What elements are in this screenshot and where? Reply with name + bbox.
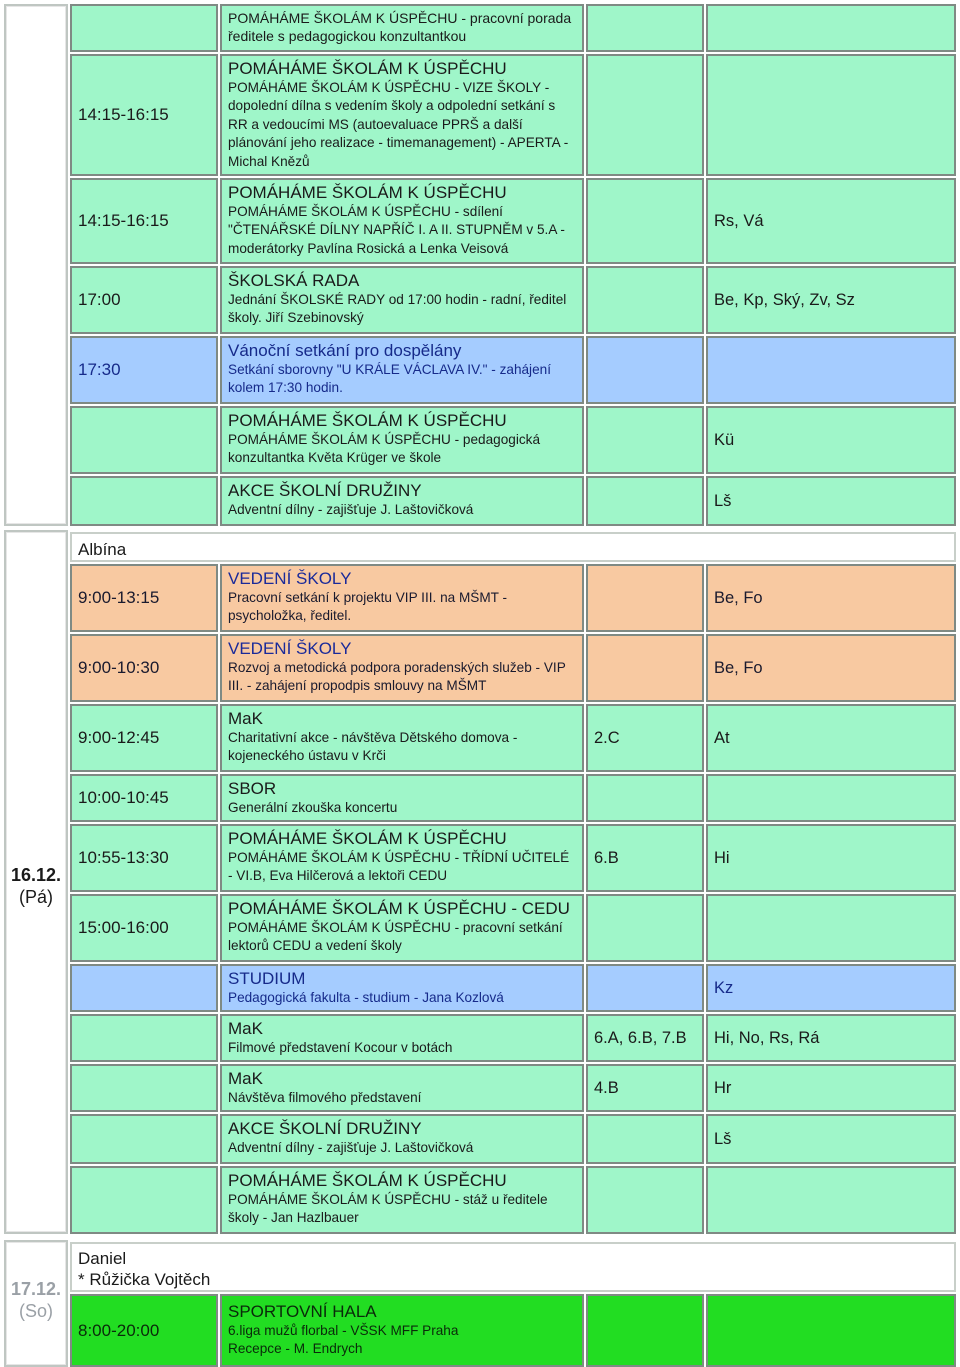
class-cell [586, 4, 704, 52]
time-cell [70, 4, 218, 52]
activity-cell [220, 824, 584, 892]
time-text: 9:00-10:30 [78, 658, 160, 677]
time-cell [70, 1064, 218, 1112]
time-text: 14:15-16:15 [78, 211, 169, 230]
time-cell [70, 774, 218, 822]
activity-cell [220, 894, 584, 962]
people-cell [706, 894, 956, 962]
activity-cell [220, 1014, 584, 1062]
activity-cell [220, 564, 584, 632]
activity-title: POMÁHÁME ŠKOLÁM K ÚSPĚCHU - CEDU [228, 899, 570, 918]
people-cell [706, 964, 956, 1012]
activity-title: POMÁHÁME ŠKOLÁM K ÚSPĚCHU [228, 411, 507, 430]
time-text: 10:00-10:45 [78, 788, 169, 807]
time-cell [70, 1014, 218, 1062]
date-cell-16 [4, 530, 68, 1234]
nameday-line: Daniel [78, 1249, 127, 1268]
time-text: 8:00-20:00 [78, 1320, 160, 1340]
activity-desc: Generální zkouška koncertu [228, 800, 398, 815]
activity-desc: Adventní dílny - zajišťuje J. Laštovičková [228, 1140, 474, 1155]
activity-title: MaK [228, 1069, 263, 1088]
activity-cell [220, 178, 584, 264]
date-cell-17 [4, 1240, 68, 1367]
activity-cell [220, 704, 584, 772]
class-cell [586, 824, 704, 892]
activity-title: POMÁHÁME ŠKOLÁM K ÚSPĚCHU [228, 1171, 507, 1190]
people-cell [706, 704, 956, 772]
time-cell [70, 336, 218, 404]
activity-desc: Charitativní akce - návštěva Dětského domova - kojeneckého ústavu v Krči [228, 730, 518, 764]
people-cell [706, 1064, 956, 1112]
activity-cell [220, 336, 584, 404]
class-cell [586, 1064, 704, 1112]
class-cell [586, 634, 704, 702]
people-cell [706, 564, 956, 632]
date-number: 17.12. [10, 1279, 62, 1299]
time-text: 15:00-16:00 [78, 918, 169, 937]
activity-cell [220, 634, 584, 702]
activity-title: MaK [228, 709, 263, 728]
date-label [6, 1278, 66, 1322]
activity-desc: Návštěva filmového představení [228, 1090, 422, 1105]
people-cell [706, 1114, 956, 1164]
people-text: Rs, Vá [714, 211, 764, 230]
activity-desc: 6.liga mužů florbal - VŠSK MFF Praha Recepce - M. Endrych [228, 1323, 459, 1357]
activity-title: Vánoční setkání pro dospělány [228, 341, 462, 360]
time-cell [70, 964, 218, 1012]
activity-cell [220, 1064, 584, 1112]
activity-title: VEDENÍ ŠKOLY [228, 569, 352, 588]
activity-desc: Adventní dílny - zajišťuje J. Laštovičková [228, 502, 474, 517]
activity-cell [220, 54, 584, 176]
time-cell [70, 824, 218, 892]
time-cell [70, 564, 218, 632]
time-cell [70, 634, 218, 702]
class-cell [586, 704, 704, 772]
activity-title: POMÁHÁME ŠKOLÁM K ÚSPĚCHU [228, 59, 507, 78]
date-cell-previous [4, 4, 68, 526]
time-text: 17:30 [78, 360, 121, 379]
day-abbrev: (So) [18, 1301, 53, 1321]
people-cell [706, 774, 956, 822]
activity-desc: POMÁHÁME ŠKOLÁM K ÚSPĚCHU - TŘÍDNÍ UČITELÉ - VI.B, Eva Hilčerová a lektoři CEDU [228, 850, 570, 884]
people-text: Be, Kp, Ský, Zv, Sz [714, 290, 855, 309]
activity-cell [220, 774, 584, 822]
people-cell [706, 54, 956, 176]
activity-cell [220, 1166, 584, 1234]
activity-cell [220, 266, 584, 334]
activity-title: AKCE ŠKOLNÍ DRUŽINY [228, 481, 422, 500]
activity-desc: POMÁHÁME ŠKOLÁM K ÚSPĚCHU - stáž u ředitele školy - Jan Hazlbauer [228, 1192, 548, 1226]
activity-title: SPORTOVNÍ HALA [228, 1302, 377, 1321]
class-cell [586, 406, 704, 474]
time-text: 14:15-16:15 [78, 105, 169, 124]
activity-cell [220, 406, 584, 474]
time-text: 17:00 [78, 290, 121, 309]
nameday-cell [70, 1242, 956, 1292]
class-cell [586, 476, 704, 526]
activity-desc: Pracovní setkání k projektu VIP III. na MŠMT - psycholožka, ředitel. [228, 590, 508, 624]
activity-cell [220, 964, 584, 1012]
people-cell [706, 476, 956, 526]
activity-desc: POMÁHÁME ŠKOLÁM K ÚSPĚCHU - VIZE ŠKOLY - dopolední dílna s vedením školy a odpolední setkání s RR a vedoucími MS (autoevaluace PPRŠ a další plánování jeho realizace - timemanagement) - APERTA - Michal Knězů [228, 80, 569, 169]
people-text: Kz [714, 978, 734, 997]
date-number: 16.12. [10, 865, 62, 885]
people-text: At [714, 728, 730, 747]
people-text: Be, Fo [714, 588, 763, 607]
class-cell [586, 266, 704, 334]
class-cell [586, 336, 704, 404]
people-text: Be, Fo [714, 658, 763, 677]
activity-title: VEDENÍ ŠKOLY [228, 639, 352, 658]
activity-title: SBOR [228, 779, 277, 798]
time-cell [70, 1294, 218, 1367]
people-cell [706, 1166, 956, 1234]
people-cell [706, 1014, 956, 1062]
nameday-line: * Růžička Vojtěch [78, 1270, 211, 1289]
class-text: 6.B [594, 848, 619, 867]
time-text: 10:55-13:30 [78, 848, 169, 867]
time-cell [70, 266, 218, 334]
activity-title: POMÁHÁME ŠKOLÁM K ÚSPĚCHU [228, 829, 507, 848]
class-text: 6.A, 6.B, 7.B [594, 1028, 687, 1047]
activity-desc: Filmové představení Kocour v botách [228, 1040, 453, 1055]
class-cell [586, 1166, 704, 1234]
people-text: Hi [714, 848, 730, 867]
class-cell [586, 774, 704, 822]
activity-cell [220, 1114, 584, 1164]
time-text: 9:00-13:15 [78, 588, 160, 607]
time-cell [70, 178, 218, 264]
activity-desc: Pedagogická fakulta - studium - Jana Kozlová [228, 990, 504, 1005]
class-cell [586, 54, 704, 176]
people-cell [706, 1294, 956, 1367]
day-abbrev: (Pá) [18, 887, 53, 907]
time-cell [70, 406, 218, 474]
time-cell [70, 894, 218, 962]
activity-title: STUDIUM [228, 969, 306, 988]
activity-title: ŠKOLSKÁ RADA [228, 271, 360, 290]
people-text: Lš [714, 1129, 732, 1148]
class-cell [586, 1114, 704, 1164]
people-cell [706, 4, 956, 52]
date-label [6, 864, 66, 908]
time-cell [70, 476, 218, 526]
time-cell [70, 704, 218, 772]
people-text: Kü [714, 430, 735, 449]
nameday-text: Albína [78, 540, 127, 559]
people-cell [706, 178, 956, 264]
activity-desc: POMÁHÁME ŠKOLÁM K ÚSPĚCHU - sdílení "ČTENÁŘSKÉ DÍLNY NAPŘÍČ I. A II. STUPNĚM v 5.A - moderátorky Pavlína Rosická a Lenka Veisová [228, 204, 565, 256]
time-cell [70, 54, 218, 176]
activity-desc: Setkání sborovny "U KRÁLE VÁCLAVA IV." - zahájení kolem 17:30 hodin. [228, 362, 551, 396]
people-text: Hi, No, Rs, Rá [714, 1028, 820, 1047]
class-text: 4.B [594, 1078, 619, 1097]
activity-title: MaK [228, 1019, 263, 1038]
people-text: Lš [714, 491, 732, 510]
activity-cell [220, 476, 584, 526]
people-cell [706, 336, 956, 404]
class-cell [586, 894, 704, 962]
people-cell [706, 406, 956, 474]
time-cell [70, 1166, 218, 1234]
nameday-cell [70, 532, 956, 562]
people-cell [706, 634, 956, 702]
class-cell [586, 1014, 704, 1062]
people-text: Hr [714, 1078, 732, 1097]
class-cell [586, 964, 704, 1012]
activity-title: AKCE ŠKOLNÍ DRUŽINY [228, 1119, 422, 1138]
activity-desc: Rozvoj a metodická podpora poradenských služeb - VIP III. - zahájení propodpis smlouvy na MŠMT [228, 660, 566, 694]
class-text: 2.C [594, 728, 620, 747]
class-cell [586, 1294, 704, 1367]
activity-title: POMÁHÁME ŠKOLÁM K ÚSPĚCHU [228, 183, 507, 202]
class-cell [586, 178, 704, 264]
activity-desc: Jednání ŠKOLSKÉ RADY od 17:00 hodin - radní, ředitel školy. Jiří Szebinovský [228, 292, 567, 326]
time-text: 9:00-12:45 [78, 728, 160, 747]
activity-cell [220, 4, 584, 52]
activity-desc: POMÁHÁME ŠKOLÁM K ÚSPĚCHU - pracovní porada ředitele s pedagogickou konzultantkou [228, 10, 572, 45]
activity-desc: POMÁHÁME ŠKOLÁM K ÚSPĚCHU - pracovní setkání lektorů CEDU a vedení školy [228, 920, 563, 954]
activity-cell [220, 1294, 584, 1367]
time-cell [70, 1114, 218, 1164]
class-cell [586, 564, 704, 632]
people-cell [706, 824, 956, 892]
people-cell [706, 266, 956, 334]
activity-desc: POMÁHÁME ŠKOLÁM K ÚSPĚCHU - pedagogická konzultantka Květa Krüger ve škole [228, 432, 541, 466]
